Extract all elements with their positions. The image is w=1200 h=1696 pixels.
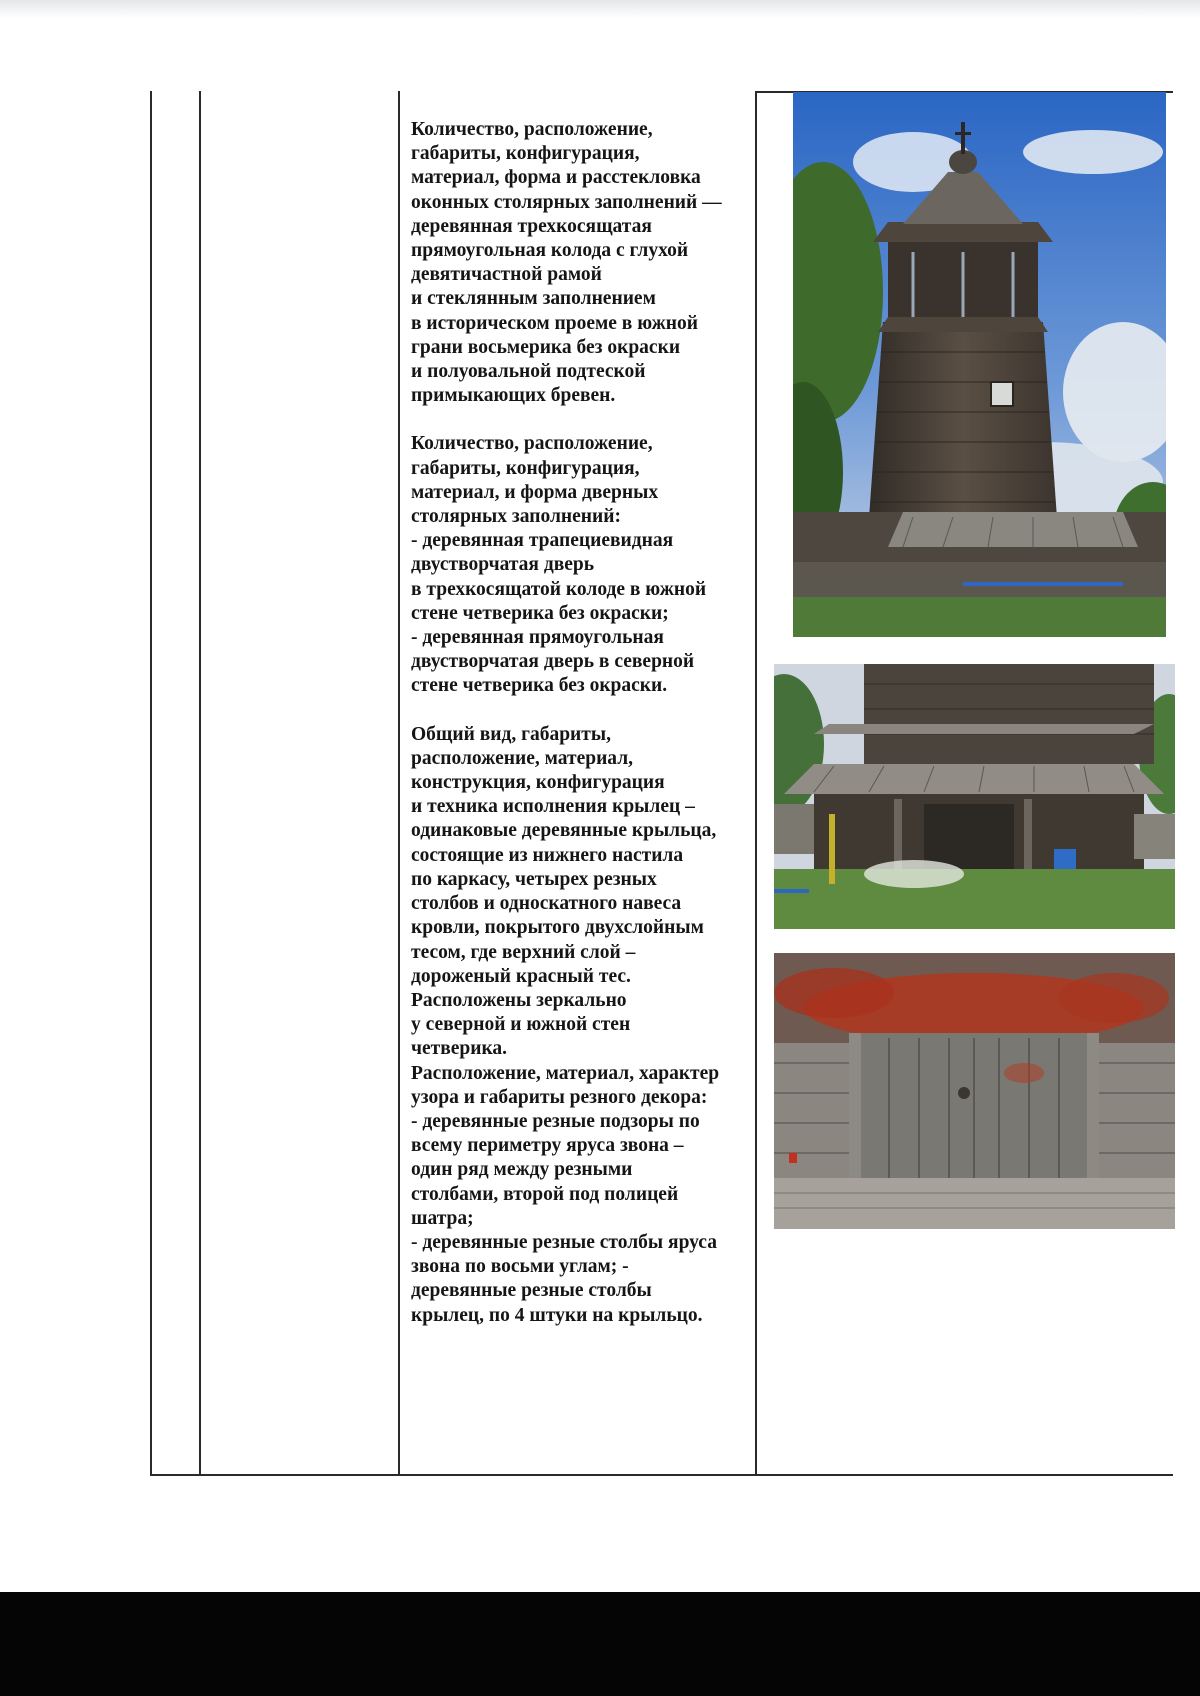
text-line: крылец, по 4 штуки на крыльцо. <box>411 1304 703 1326</box>
text-line: дороженый красный тес. <box>411 965 631 987</box>
text-line: узора и габариты резного декора: <box>411 1086 708 1108</box>
text-line: Общий вид, габариты, <box>411 723 611 745</box>
text-line: одинаковые деревянные крыльца, <box>411 820 717 842</box>
table-col-rule-3 <box>398 91 400 1476</box>
scan-shade <box>0 0 1200 18</box>
text-line: Количество, расположение, <box>411 433 653 455</box>
text-line: - деревянные резные столбы яруса <box>411 1231 717 1253</box>
text-line: один ряд между резными <box>411 1159 633 1181</box>
text-line: - деревянная трапециевидная <box>411 530 674 552</box>
text-line: и техника исполнения крылец – <box>411 796 695 818</box>
text-line: расположение, материал, <box>411 747 634 769</box>
text-line: состоящие из нижнего настила <box>411 844 684 866</box>
text-line: стене четверика без окраски. <box>411 675 668 697</box>
text-line: шатра; <box>411 1207 474 1229</box>
text-line: и полуовальной подтеской <box>411 361 646 383</box>
table-bottom-rule <box>150 1474 1173 1476</box>
table-col-rule-2 <box>199 91 201 1476</box>
text-line: четверика. <box>411 1038 508 1060</box>
text-line: столярных заполнений: <box>411 506 621 528</box>
text-line: материал, форма и расстекловка <box>411 167 701 189</box>
paragraph-windows <box>411 118 751 408</box>
scan-bottom-border <box>0 1592 1200 1696</box>
text-line: девятичастной рамой <box>411 264 602 286</box>
text-line: Количество, расположение, <box>411 119 653 140</box>
photo-bell-tower <box>793 92 1166 637</box>
text-line: двустворчатая дверь <box>411 554 595 576</box>
text-line: материал, и форма дверных <box>411 481 659 503</box>
text-line: и стеклянным заполнением <box>411 288 656 310</box>
text-line: звона по восьми углам; - <box>411 1256 629 1278</box>
text-line: деревянная трехкосящатая <box>411 215 652 237</box>
paragraph-porches <box>411 723 751 1062</box>
photo-door <box>774 953 1175 1229</box>
text-line: примыкающих бревен. <box>411 385 616 407</box>
text-line: - деревянная прямоугольная <box>411 627 664 649</box>
text-line: столбов и односкатного навеса <box>411 893 682 915</box>
text-line: тесом, где верхний слой – <box>411 941 636 963</box>
photo-porch <box>774 664 1175 929</box>
text-line: габариты, конфигурация, <box>411 457 640 479</box>
text-line: Расположение, материал, характер <box>411 1062 720 1084</box>
table-col-rule-1 <box>150 91 152 1476</box>
text-line: двустворчатая дверь в северной <box>411 651 695 673</box>
text-line: грани восьмерика без окраски <box>411 336 681 358</box>
text-line: деревянные резные столбы <box>411 1280 652 1302</box>
text-line: в трехкосящатой колоде в южной <box>411 578 707 600</box>
text-line: столбами, второй под полицей <box>411 1183 679 1205</box>
text-line: всему периметру яруса звона – <box>411 1135 684 1157</box>
text-line: стене четверика без окраски; <box>411 602 669 624</box>
text-line: - деревянные резные подзоры по <box>411 1110 700 1132</box>
text-line: Расположены зеркально <box>411 989 627 1011</box>
text-line: конструкция, конфигурация <box>411 772 665 794</box>
table-col-rule-4 <box>755 91 757 1476</box>
text-line: габариты, конфигурация, <box>411 143 640 165</box>
text-line: оконных столярных заполнений — <box>411 191 722 213</box>
description-column <box>411 118 751 1328</box>
paragraph-doors <box>411 432 751 698</box>
text-line: прямоугольная колода с глухой <box>411 240 689 262</box>
paragraph-decor <box>411 1062 751 1328</box>
text-line: по каркасу, четырех резных <box>411 868 657 890</box>
text-line: в историческом проеме в южной <box>411 312 698 334</box>
text-line: у северной и южной стен <box>411 1014 631 1036</box>
text-line: кровли, покрытого двухслойным <box>411 917 704 939</box>
